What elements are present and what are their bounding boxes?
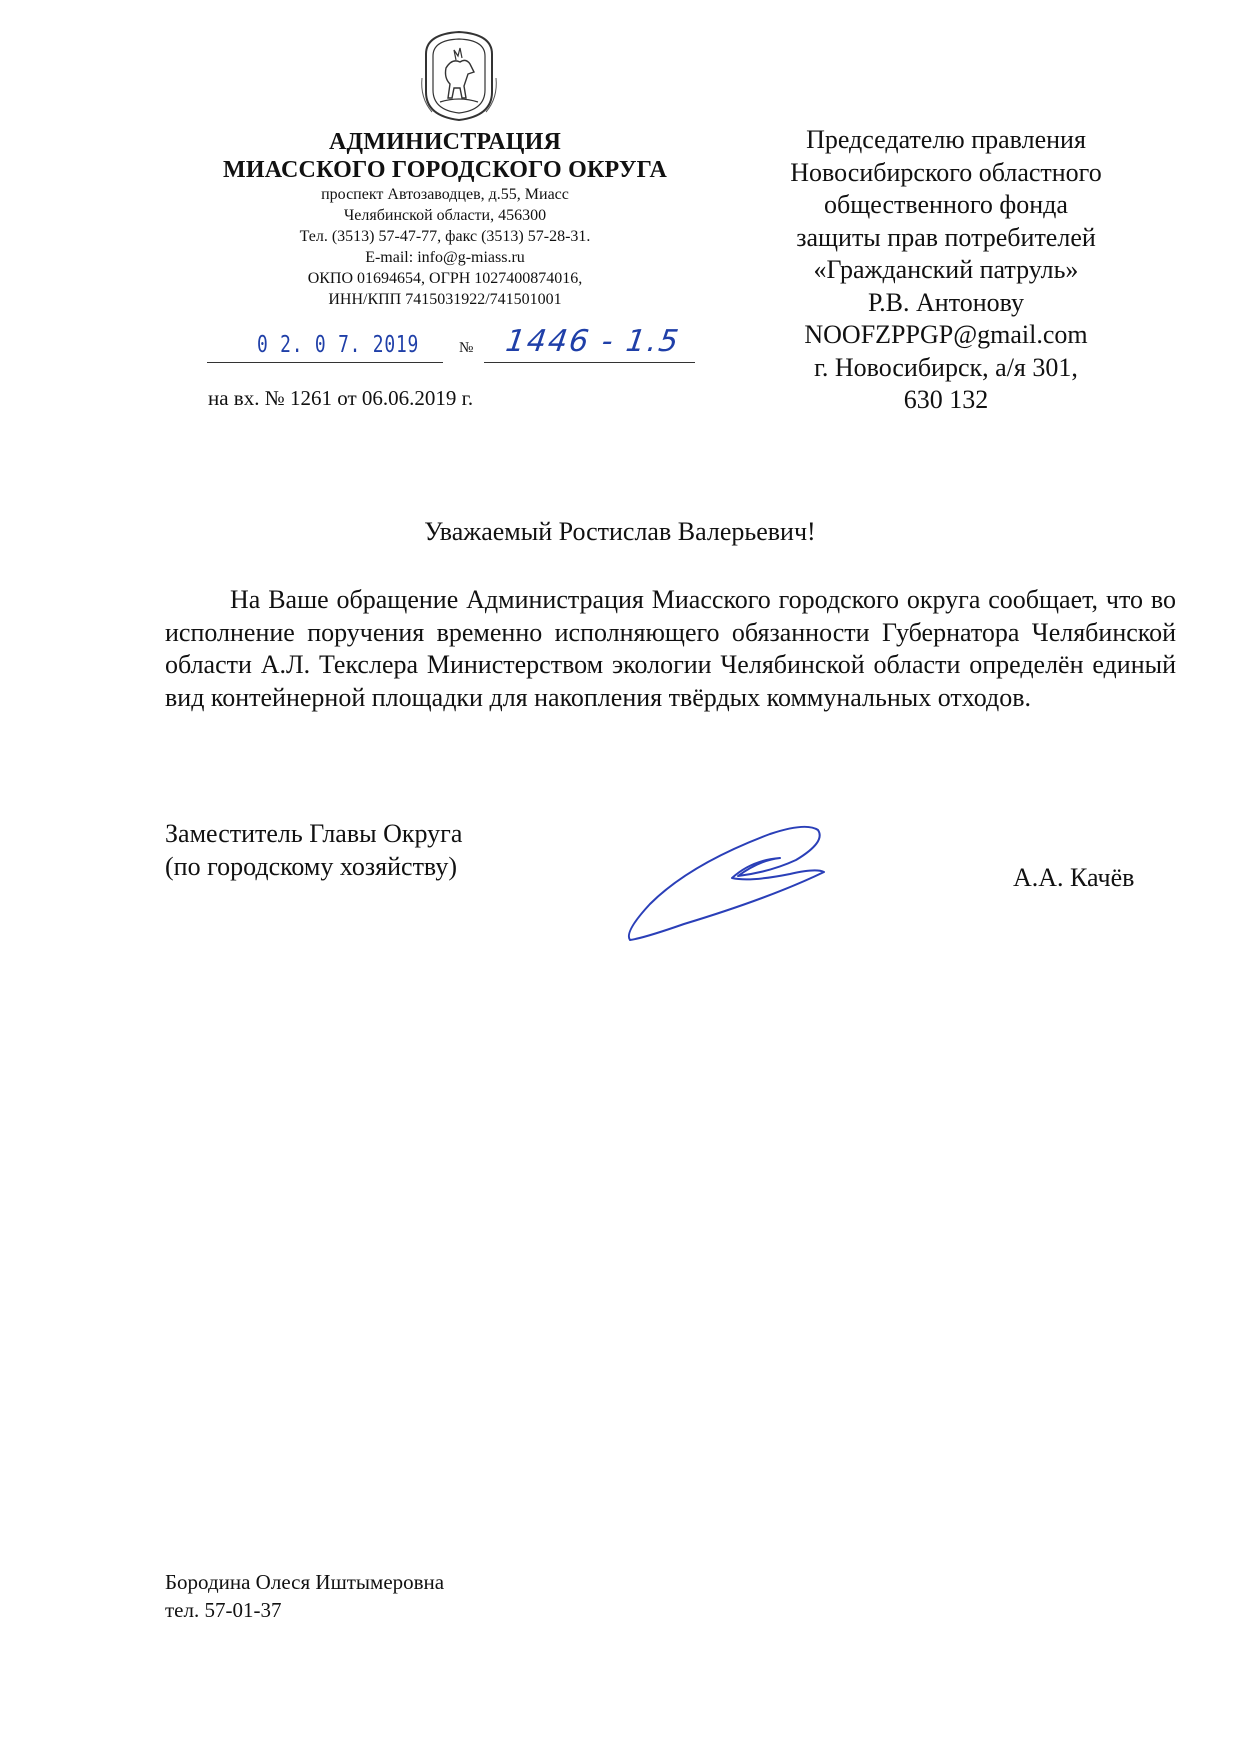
sender-block xyxy=(205,128,685,310)
executor-name: Бородина Олеся Иштымеровна xyxy=(165,1570,445,1594)
sender-address-line: E-mail: info@g-miass.ru xyxy=(365,249,525,266)
signer-title-line-1: Заместитель Главы Округа xyxy=(165,819,463,848)
signer-title-line-2: (по городскому хозяйству) xyxy=(165,851,457,881)
registration-date-field xyxy=(207,322,443,363)
registration-date-stamp: 0 2. 0 7. 2019 xyxy=(257,332,420,358)
recipient-line: защиты прав потребителей xyxy=(796,222,1096,252)
registration-number-field xyxy=(484,322,695,363)
salutation: Уважаемый Ростислав Валерьевич! xyxy=(424,517,816,546)
sender-address-line: Челябинской области, 456300 xyxy=(343,207,547,224)
registration-number-label: № xyxy=(459,340,474,356)
recipient-line: 630 132 xyxy=(903,385,989,414)
executor-phone: тел. 57-01-37 xyxy=(165,1598,282,1622)
registration-number-handwritten: 1446 - 1.5 xyxy=(503,324,683,359)
sender-address-line: ИНН/КПП 7415031922/741501001 xyxy=(328,291,562,308)
sender-address-line: ОКПО 01694654, ОГРН 1027400874016, xyxy=(307,270,583,287)
sender-address-line: проспект Автозаводцев, д.55, Миасс xyxy=(321,186,569,203)
sender-org-line-2: МИАССКОГО ГОРОДСКОГО ОКРУГА xyxy=(222,157,668,183)
recipient-line: Р.В. Антонову xyxy=(867,287,1025,317)
handwritten-signature xyxy=(620,820,840,950)
signer-title xyxy=(165,818,462,883)
coat-of-arms-icon xyxy=(418,28,500,122)
recipient-email: NOOFZPPGP@gmail.com xyxy=(804,320,1088,349)
letter-body: На Ваше обращение Администрация Миасского городского округа сообщает, что во исполнение поручения временно исполняющего обязанности Губернатора Челябинской области А.Л. Текслера Министерством экологии Челябинской области определён единый вид контейнерной площадки для накопления твёрдых коммунальных отходов. xyxy=(165,585,1176,712)
incoming-reference: на вх. № 1261 от 06.06.2019 г. xyxy=(208,386,474,410)
recipient-block xyxy=(760,124,1132,417)
recipient-line: «Гражданский патруль» xyxy=(813,255,1079,284)
recipient-line: Новосибирского областного xyxy=(790,157,1102,187)
recipient-line: общественного фонда xyxy=(824,190,1068,219)
recipient-line: Председателю правления xyxy=(806,125,1086,154)
sender-org-line-1: АДМИНИСТРАЦИЯ xyxy=(328,129,562,155)
signer-name: А.А. Качёв xyxy=(1013,863,1135,892)
executor-block xyxy=(165,1568,444,1624)
sender-address-line: Тел. (3513) 57-47-77, факс (3513) 57-28-31. xyxy=(299,228,591,245)
recipient-line: г. Новосибирск, а/я 301, xyxy=(814,352,1078,382)
